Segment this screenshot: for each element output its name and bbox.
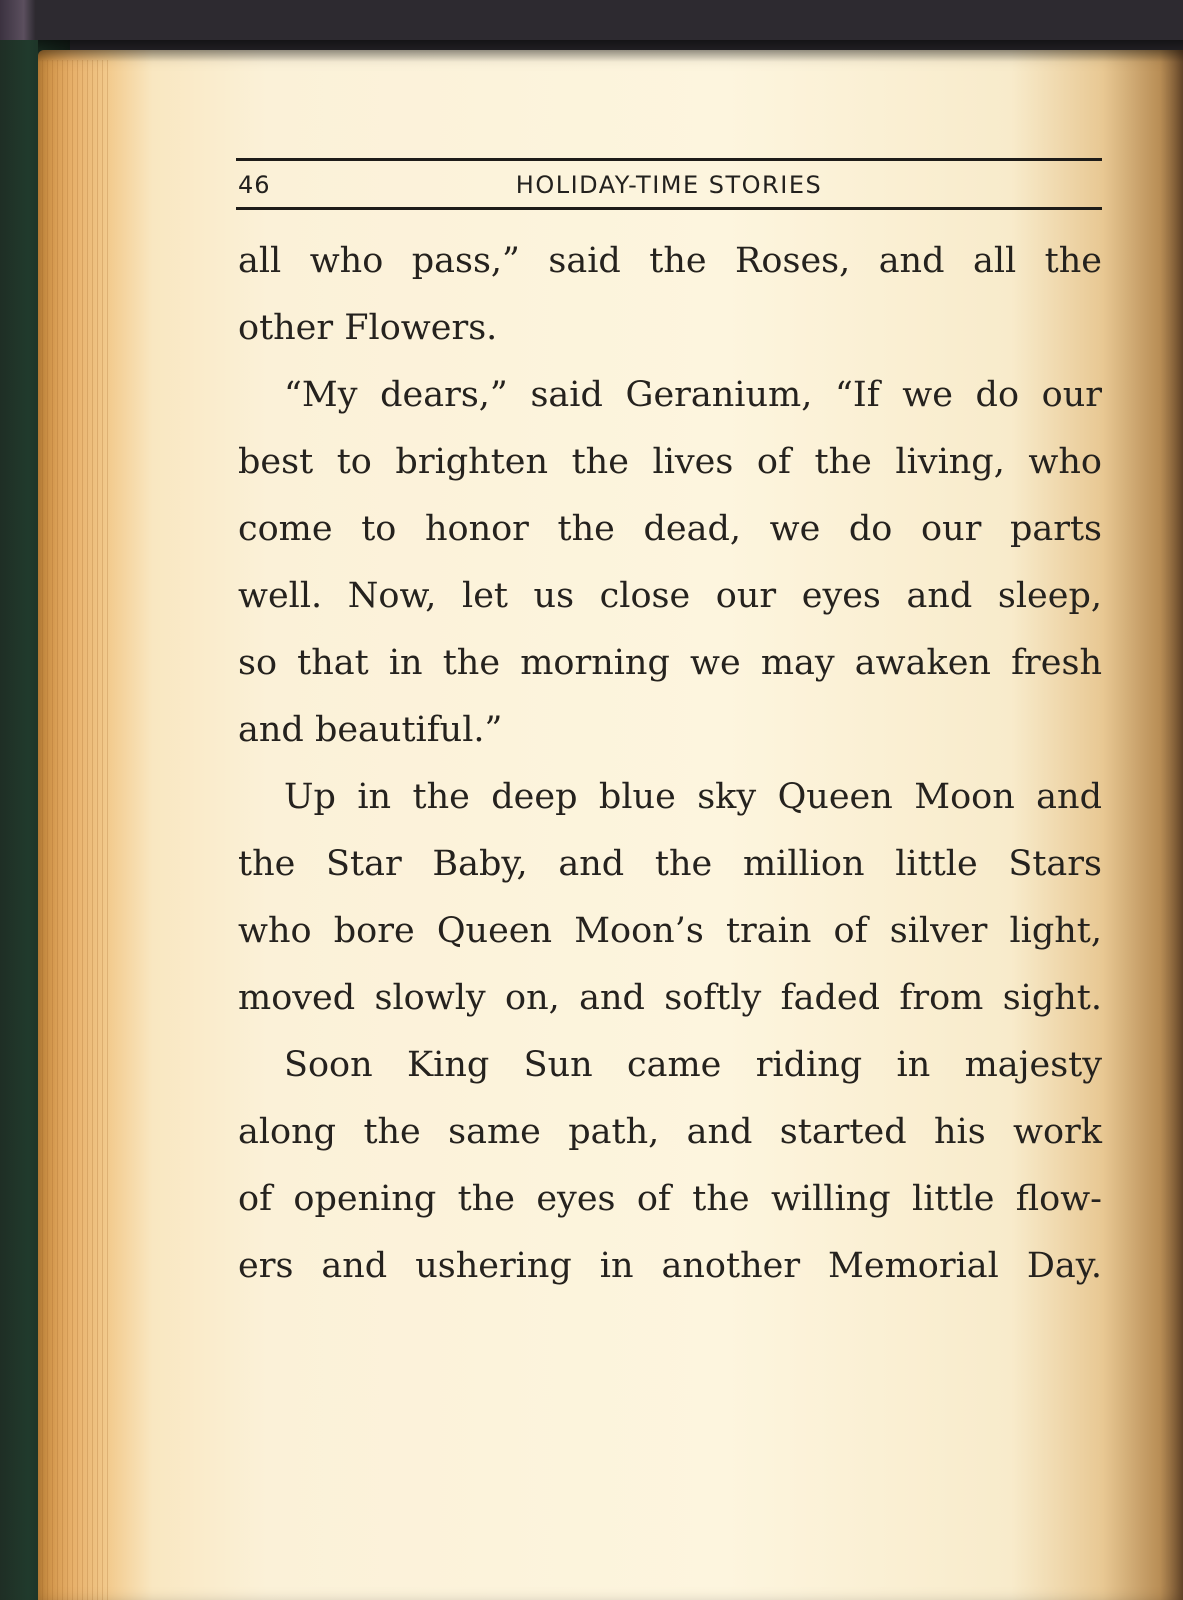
top-shadow xyxy=(38,40,1183,62)
text-line: all who pass,” said the Roses, and all the xyxy=(238,241,1102,281)
text-line: moved slowly on, and softly faded from sight. xyxy=(238,978,1102,1018)
text-line: so that in the morning we may awaken fresh xyxy=(238,643,1102,683)
text-line: “My dears,” said Geranium, “If we do our xyxy=(284,375,1102,415)
text-line: and beautiful.” xyxy=(238,710,503,750)
running-head-title: HOLIDAY-TIME STORIES xyxy=(515,171,823,199)
page-text xyxy=(238,228,1102,1300)
text-line: of opening the eyes of the willing little flow- xyxy=(238,1179,1102,1219)
page-number: 46 xyxy=(238,171,271,199)
page-header xyxy=(236,158,1102,210)
text-line: who bore Queen Moon’s train of silver light, xyxy=(238,911,1102,951)
text-line: other Flowers. xyxy=(238,308,498,348)
text-line: the Star Baby, and the million little Stars xyxy=(238,844,1102,884)
text-line: best to brighten the lives of the living, who xyxy=(238,442,1102,482)
text-line: along the same path, and started his work xyxy=(238,1112,1102,1152)
page-edges xyxy=(42,60,112,1600)
text-line: Soon King Sun came riding in majesty xyxy=(284,1045,1102,1085)
text-line: come to honor the dead, we do our parts xyxy=(238,509,1102,549)
text-line: well. Now, let us close our eyes and sleep, xyxy=(238,576,1102,616)
text-line: ers and ushering in another Memorial Day. xyxy=(238,1246,1102,1286)
text-line: Up in the deep blue sky Queen Moon and xyxy=(284,777,1102,817)
